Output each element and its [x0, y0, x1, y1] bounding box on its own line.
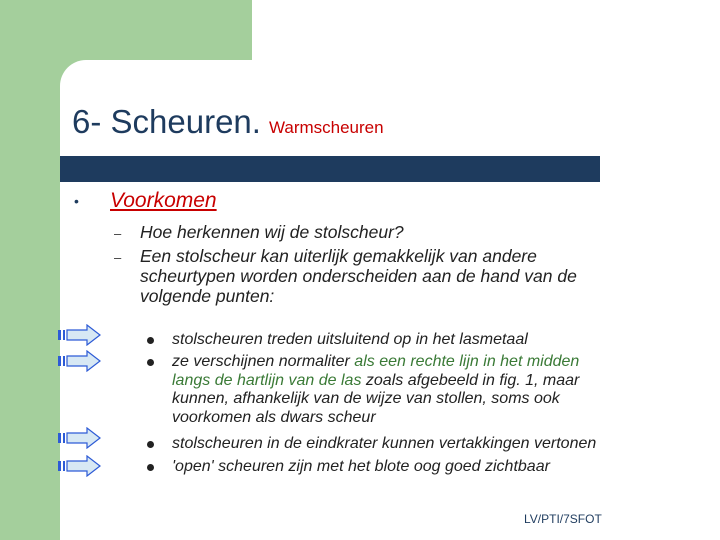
dash-icon: – — [114, 250, 122, 265]
arrow-right-icon — [57, 427, 101, 449]
sub-item-2-line-1: Een stolscheur kan uiterlijk gemakkelijk van andere — [140, 246, 537, 266]
footer-code: LV/PTI/7SFOT — [524, 512, 602, 526]
point-2-line-2 — [172, 372, 579, 391]
sub-item-1: Hoe herkennen wij de stolscheur? — [140, 222, 404, 242]
point-2-line-4: voorkomen als dwars scheur — [172, 408, 376, 426]
point-4: 'open' scheuren zijn met het blote oog goed zichtbaar — [172, 458, 550, 475]
title-main: 6- Scheuren. — [72, 103, 261, 140]
point-2-text: ze verschijnen normaliter — [172, 353, 355, 370]
point-2-highlight: als een rechte lijn in het midden — [354, 353, 580, 370]
point-2-line-1 — [172, 353, 579, 372]
sub-item-2-line-2: scheurtypen worden onderscheiden aan de hand van de — [140, 266, 577, 286]
green-background-left — [0, 0, 60, 540]
arrow-right-icon — [57, 455, 101, 477]
section-heading: Voorkomen — [110, 189, 217, 212]
sub-item-2-line-3: volgende punten: — [140, 286, 275, 306]
slide-title — [72, 103, 384, 141]
dash-icon: – — [114, 226, 122, 241]
point-3: stolscheuren in de eindkrater kunnen vertakkingen vertonen — [172, 435, 597, 452]
bullet-icon: • — [74, 193, 79, 209]
title-divider-bar — [60, 156, 600, 182]
title-subtitle: Warmscheuren — [268, 118, 384, 137]
sub-item-2 — [140, 246, 577, 306]
point-2-highlight-2: langs de hartlijn van de las — [172, 371, 362, 389]
bullet-dot-icon — [147, 359, 154, 366]
point-2-text-2: zoals afgebeeld in fig. 1, maar — [361, 371, 580, 389]
point-2 — [172, 353, 579, 427]
bullet-dot-icon — [147, 464, 154, 471]
point-1: stolscheuren treden uitsluitend op in het lasmetaal — [172, 331, 528, 348]
point-2-line-3: kunnen, afhankelijk van de wijze van stollen, soms ook — [172, 390, 560, 407]
arrow-right-icon — [57, 350, 101, 372]
arrow-right-icon — [57, 324, 101, 346]
bullet-dot-icon — [147, 441, 154, 448]
bullet-dot-icon — [147, 337, 154, 344]
